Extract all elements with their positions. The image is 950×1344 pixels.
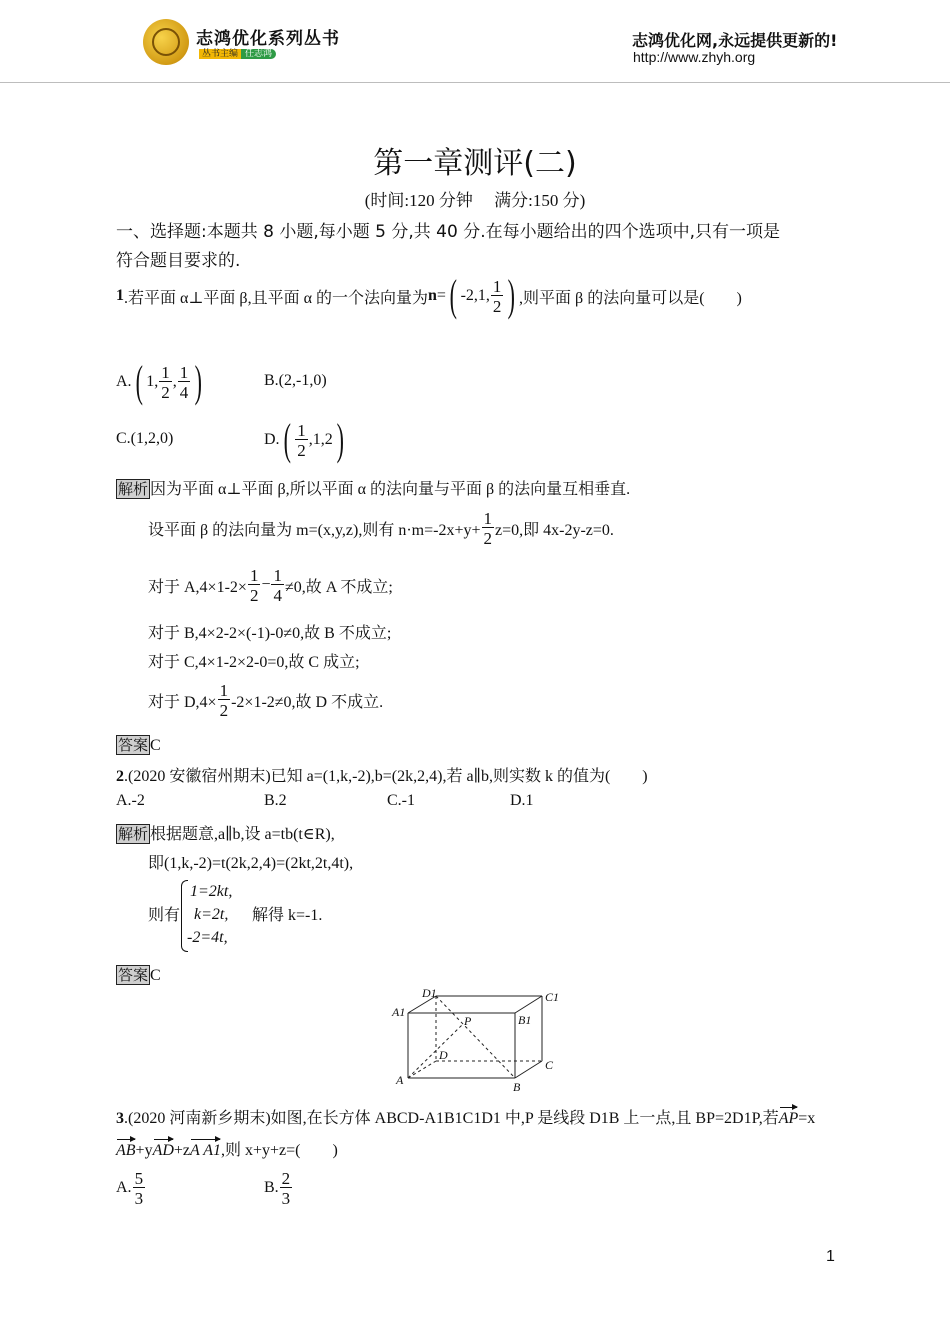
q1-option-d[interactable]: D. ( $\frac{1}{2}$ ,1,2 ) [264,415,344,464]
section-heading-line2: 符合题目要求的. [116,251,241,271]
label-p: P [464,1014,472,1028]
label-b1: B1 [518,1013,532,1027]
q2-analysis-line1: 解析 根据题意,a∥b,设 a=tb(t∈R), [118,825,335,843]
q1-analysis-line6: 对于 D,4× $\frac{1}{2}$ -2×1-2≠0,故 D 不成立. [148,680,384,720]
page-number: 1 [826,1248,835,1265]
analysis-tag: 解析 [118,480,149,498]
page-title: 第一章测评(二) [373,146,577,181]
header-divider [0,82,950,83]
q1-option-a[interactable]: A. ( 1, $\frac{1}{2}$ , $\frac{1}{4}$ ) [116,357,203,406]
q3-stem-line2: AB+yAD+zA A1,则 x+y+z=( ) [116,1142,338,1159]
q1-analysis-line1: 解析 因为平面 α⊥平面 β,所以平面 α 的法向量与平面 β 的法向量互相垂直. [118,480,631,498]
editor-tag: 丛书主编 任志鸿 [199,48,276,61]
label-a1: A1 [392,1005,406,1019]
q2-analysis-solve: 解得 k=-1. [252,907,323,924]
page-subtitle: (时间:120 分钟 满分:150 分) [364,191,586,210]
q1-stem: 1 .若平面 α⊥平面 β,且平面 α 的一个法向量为 n = ( -2,1, $\frac{1}{2}$ ) ,则平面 β 的法向量可以是( ) [116,271,742,320]
q1-analysis-line3: 对于 A,4×1-2× $\frac{1}{2}$ − $\frac{1}{4}$ ≠0,故 A 不成立; [148,565,393,605]
q1-answer: 答案 C [118,736,161,754]
system-eq-1: 1=2kt, [190,883,233,900]
q1-option-c[interactable]: C.(1,2,0) [116,430,174,447]
q2-option-b[interactable]: B.2 [264,792,287,809]
series-title: 志鸿优化系列丛书 [196,29,340,49]
system-eq-2: k=2t, [194,906,229,923]
system-eq-3: -2=4t, [187,929,228,946]
edge-ad [408,1061,436,1078]
q2-analysis-line2: 即(1,k,-2)=t(2k,2,4)=(2kt,2t,4t), [148,855,354,872]
q1-analysis-line2: 设平面 β 的法向量为 m=(x,y,z),则有 n·m=-2x+y+ $\frac{1}{2}$ z=0,即 4x-2y-z=0. [148,508,614,548]
label-b: B [513,1080,521,1094]
q2-answer: 答案 C [118,966,161,984]
q3-option-b[interactable]: B. $\frac{2}{3}$ [264,1168,291,1208]
q2-option-c[interactable]: C.-1 [387,792,415,809]
q1-analysis-line4: 对于 B,4×2-2×(-1)-0≠0,故 B 不成立; [148,625,392,642]
section-heading-line1: 一、选择题:本题共 8 小题,每小题 5 分,共 40 分.在每小题给出的四个选项中,只有一项是 [116,222,781,242]
label-d1: D1 [422,986,437,1000]
label-c1: C1 [545,990,560,1004]
answer-tag: 答案 [118,966,149,984]
segment-d1b [436,996,515,1078]
q2-analysis-then: 则有 [148,907,181,924]
q1-analysis-line5: 对于 C,4×1-2×2-0=0,故 C 成立; [148,654,360,671]
answer-tag: 答案 [118,736,149,754]
edge-b1c1 [515,996,542,1013]
edge-bc [515,1061,542,1078]
label-d: D [439,1048,448,1062]
q3-stem-line1: 3.(2020 河南新乡期末)如图,在长方体 ABCD-A1B1C1D1 中,P 是线段 D1B 上一点,且 BP=2D1P,若AP=x [116,1110,816,1127]
analysis-tag: 解析 [118,825,149,843]
q3-option-a[interactable]: A. $\frac{5}{3}$ [116,1168,144,1208]
q1-option-b[interactable]: B.(2,-1,0) [264,372,327,389]
header-url[interactable]: http://www.zhyh.org [633,49,756,65]
q2-stem: 2.(2020 安徽宿州期末)已知 a=(1,k,-2),b=(2k,2,4),若 a∥b,则实数 k 的值为( ) [116,768,648,785]
cuboid-figure [380,985,580,1095]
q2-option-d[interactable]: D.1 [510,792,534,809]
label-a: A [396,1073,404,1087]
header-slogan: 志鸿优化网,永远提供更新的! [632,31,838,50]
q2-option-a[interactable]: A.-2 [116,792,145,809]
logo-emblem [143,19,189,65]
label-c: C [545,1058,554,1072]
